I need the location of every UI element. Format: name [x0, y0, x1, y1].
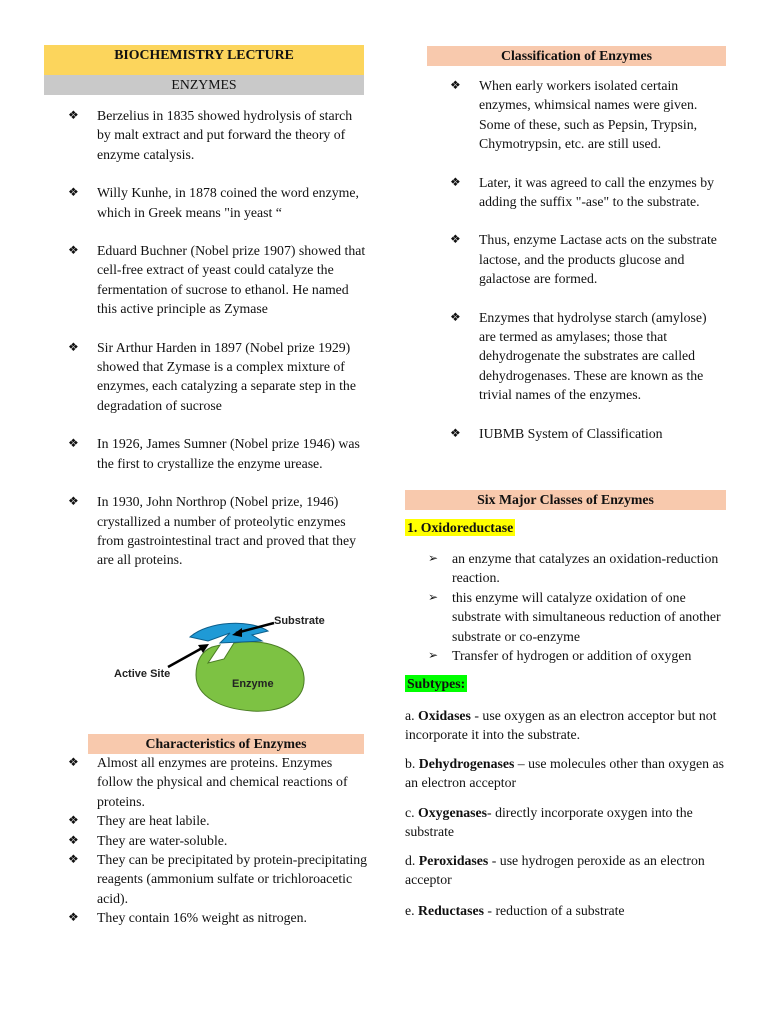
page-title: BIOCHEMISTRY LECTURE: [44, 45, 364, 75]
list-item: ❖ They can be precipitated by protein-precipitating reagents (ammonium sulfate or trichloroacetic acid).: [68, 852, 368, 906]
diamond-bullet-icon: ❖: [68, 108, 79, 122]
list-item: ❖ Sir Arthur Harden in 1897 (Nobel prize 1929) showed that Zymase is a complex mixture of enzymes, each catalyzing a separate step in the degradation of sucrose: [68, 339, 356, 413]
diamond-bullet-icon: ❖: [68, 339, 79, 354]
list-item: ➢ Transfer of hydrogen or addition of oxygen: [428, 646, 726, 665]
subtype-peroxidases: d. Peroxidases - use hydrogen peroxide as an electron acceptor: [405, 853, 705, 888]
history-list: [68, 106, 368, 589]
six-classes-title: Six Major Classes of Enzymes: [405, 490, 726, 510]
diamond-bullet-icon: ❖: [450, 309, 461, 324]
list-item: ❖ When early workers isolated certain enzymes, whimsical names were given. Some of these, such as Pepsin, Trypsin, Chymotrypsin, etc. are still used.: [450, 78, 698, 152]
active-site-label: Active Site: [114, 668, 171, 680]
diamond-bullet-icon: ❖: [450, 425, 461, 440]
oxidoreductase-heading: 1. Oxidoreductase: [407, 520, 514, 535]
list-item: ❖ Enzymes that hydrolyse starch (amylose) are termed as amylases; those that dehydrogenate the substrates are called dehydrogenases. These are known as the trivial names of the enzymes.: [450, 309, 707, 403]
list-item: ❖ Thus, enzyme Lactase acts on the substrate lactose, and the products glucose and galactose are formed.: [450, 232, 717, 287]
list-item: ❖ They are heat labile.: [68, 811, 368, 830]
diamond-bullet-icon: ❖: [68, 813, 79, 828]
classification-list: [450, 76, 726, 462]
list-item: ➢ an enzyme that catalyzes an oxidation-reduction reaction.: [428, 551, 719, 586]
diamond-bullet-icon: ❖: [68, 755, 79, 769]
list-item: ❖ IUBMB System of Classification: [450, 424, 726, 443]
list-item: ❖ They contain 16% weight as nitrogen.: [68, 908, 368, 927]
diamond-bullet-icon: ❖: [68, 185, 79, 200]
subtype-oxygenases: c. Oxygenases- directly incorporate oxygen into the substrate: [405, 805, 693, 840]
characteristics-title: Characteristics of Enzymes: [88, 734, 364, 754]
subtype-reductases: e. Reductases - reduction of a substrate: [405, 903, 625, 918]
enzyme-substrate-diagram: [112, 605, 352, 715]
page-subtitle: ENZYMES: [44, 75, 364, 95]
subtype-oxidases: a. Oxidases - use oxygen as an electron acceptor but not incorporate it into the substrate.: [405, 708, 717, 743]
list-item: ❖ In 1926, James Sumner (Nobel prize 1946) was the first to crystallize the enzyme urease.: [68, 436, 360, 471]
list-item: ❖ Later, it was agreed to call the enzymes by adding the suffix "-ase" to the substrate.: [450, 174, 715, 210]
diamond-bullet-icon: ❖: [68, 910, 79, 925]
diamond-bullet-icon: ❖: [450, 232, 461, 247]
list-item: ❖ Almost all enzymes are proteins. Enzymes follow the physical and chemical reactions of proteins.: [68, 755, 348, 809]
list-item: ❖ Willy Kunhe, in 1878 coined the word enzyme, which in Greek means "in yeast “: [68, 185, 359, 220]
subtypes-label: Subtypes:: [407, 676, 466, 691]
classification-title: Classification of Enzymes: [427, 46, 726, 66]
enzyme-label: Enzyme: [232, 678, 274, 690]
arrow-bullet-icon: ➢: [428, 589, 439, 604]
diamond-bullet-icon: ❖: [68, 832, 79, 847]
list-item: ➢ this enzyme will catalyze oxidation of one substrate with simultaneous reduction of another substrate or co-enzyme: [428, 589, 721, 644]
diamond-bullet-icon: ❖: [68, 494, 79, 509]
list-item: ❖ Berzelius in 1835 showed hydrolysis of starch by malt extract and put forward the theory of enzyme catalysis.: [68, 108, 353, 162]
characteristics-list: [68, 753, 368, 928]
substrate-label: Substrate: [274, 615, 325, 627]
substrate-shape: [190, 623, 268, 643]
enzyme-shape: [196, 642, 304, 712]
arrow-bullet-icon: ➢: [428, 648, 439, 663]
diamond-bullet-icon: ❖: [68, 852, 79, 867]
list-item: ❖ They are water-soluble.: [68, 831, 368, 850]
oxidoreductase-points: [428, 549, 726, 665]
list-item: ❖ In 1930, John Northrop (Nobel prize, 1946) crystallized a number of proteolytic enzymes from gastrointestinal tract and proved that they are all proteins.: [68, 494, 356, 568]
subtype-dehydrogenases: b. Dehydrogenases – use molecules other than oxygen as an electron acceptor: [405, 756, 724, 791]
list-item: ❖ Eduard Buchner (Nobel prize 1907) showed that cell-free extract of yeast could catalyze the fermentation of sucrose to ethanol. He named this active principle as Zymase: [68, 243, 366, 317]
diamond-bullet-icon: ❖: [450, 78, 461, 92]
arrow-bullet-icon: ➢: [428, 551, 439, 565]
diamond-bullet-icon: ❖: [68, 436, 79, 451]
diamond-bullet-icon: ❖: [450, 174, 461, 189]
diamond-bullet-icon: ❖: [68, 243, 79, 258]
